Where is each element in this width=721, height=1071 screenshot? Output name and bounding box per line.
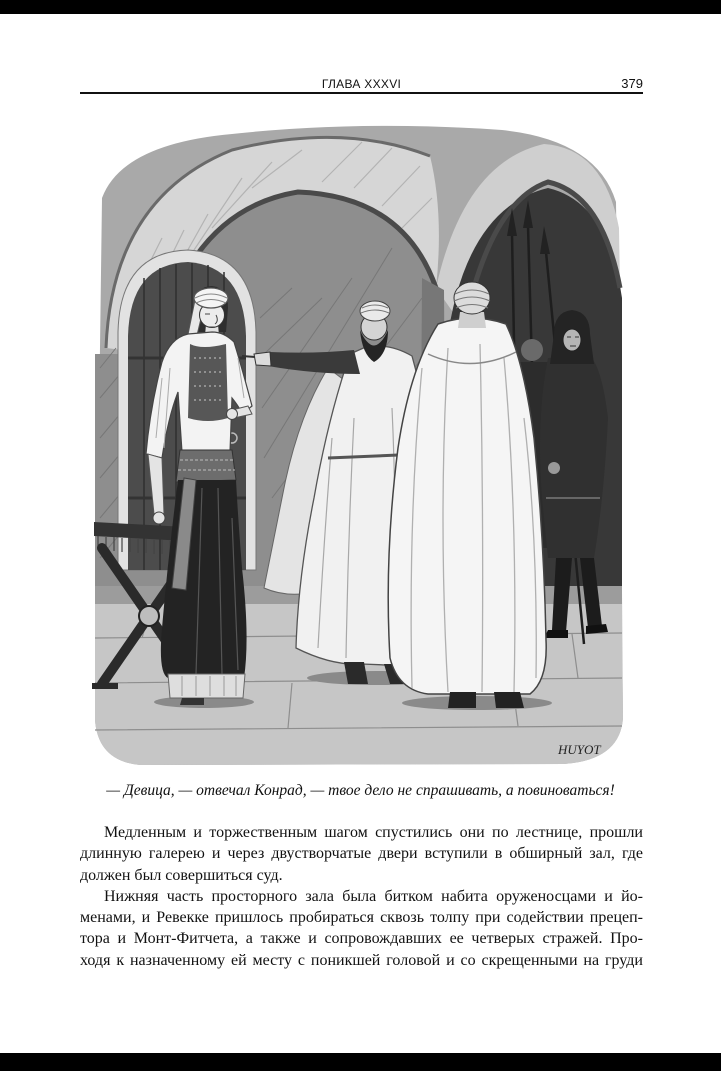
- illustration-caption: — Девица, — отвечал Конрад, — твое дело не спрашивать, а повиноваться!: [106, 782, 615, 799]
- skirt-hem: [168, 674, 245, 698]
- stool-boss: [139, 606, 159, 626]
- text-line: Медленным и торжественным шагом спустились они по лестнице, прошли: [104, 824, 643, 841]
- header-rule: [80, 92, 643, 94]
- text-line: менами, и Ревекке пришлось пробираться сквозь толпу при содействии прецеп-: [80, 909, 643, 927]
- body-text: [80, 822, 643, 971]
- text-line: тора и Монт-Фитчета, а также и сопровождавших ее четверых стражей. Про-: [80, 930, 643, 948]
- conrad-hand: [254, 352, 271, 366]
- conrad-cap: [360, 301, 390, 321]
- page-number: 379: [621, 76, 643, 91]
- text-line: длинную галерею и через двустворчатые двери вступили в обширный зал, где: [80, 845, 643, 863]
- guard-two-hand: [548, 462, 560, 474]
- woman-bodice: [188, 344, 228, 421]
- pointing-finger: [242, 356, 255, 357]
- paragraph-2: [80, 886, 643, 971]
- engraving-illustration: [92, 118, 625, 766]
- woman-hand-right: [227, 409, 238, 420]
- engraver-signature: HUYOT: [558, 742, 601, 757]
- text-line: Нижняя часть просторного зала была битком набита оруженосцами и йо-: [104, 887, 643, 905]
- chapter-title: ГЛАВА XXXVI: [321, 77, 402, 91]
- turban: [194, 288, 228, 308]
- text-line: ходя к назначенному ей месту с поникшей головой и со скрещенными на груди: [80, 951, 643, 969]
- woman-hand-left: [153, 512, 165, 524]
- top-black-bar: [0, 0, 721, 14]
- woman-belt: [176, 450, 236, 482]
- guard-one-head: [521, 339, 543, 361]
- text-line: должен был совершиться суд.: [80, 866, 283, 884]
- templar-cap: [454, 282, 490, 314]
- templar-shadow: [402, 696, 552, 710]
- guard-two-body: [540, 356, 608, 558]
- bottom-black-bar: [0, 1053, 721, 1071]
- guard-two-face: [563, 329, 581, 351]
- running-head: [80, 76, 643, 92]
- paragraph-1: [80, 822, 643, 886]
- woman-feet: [180, 698, 204, 705]
